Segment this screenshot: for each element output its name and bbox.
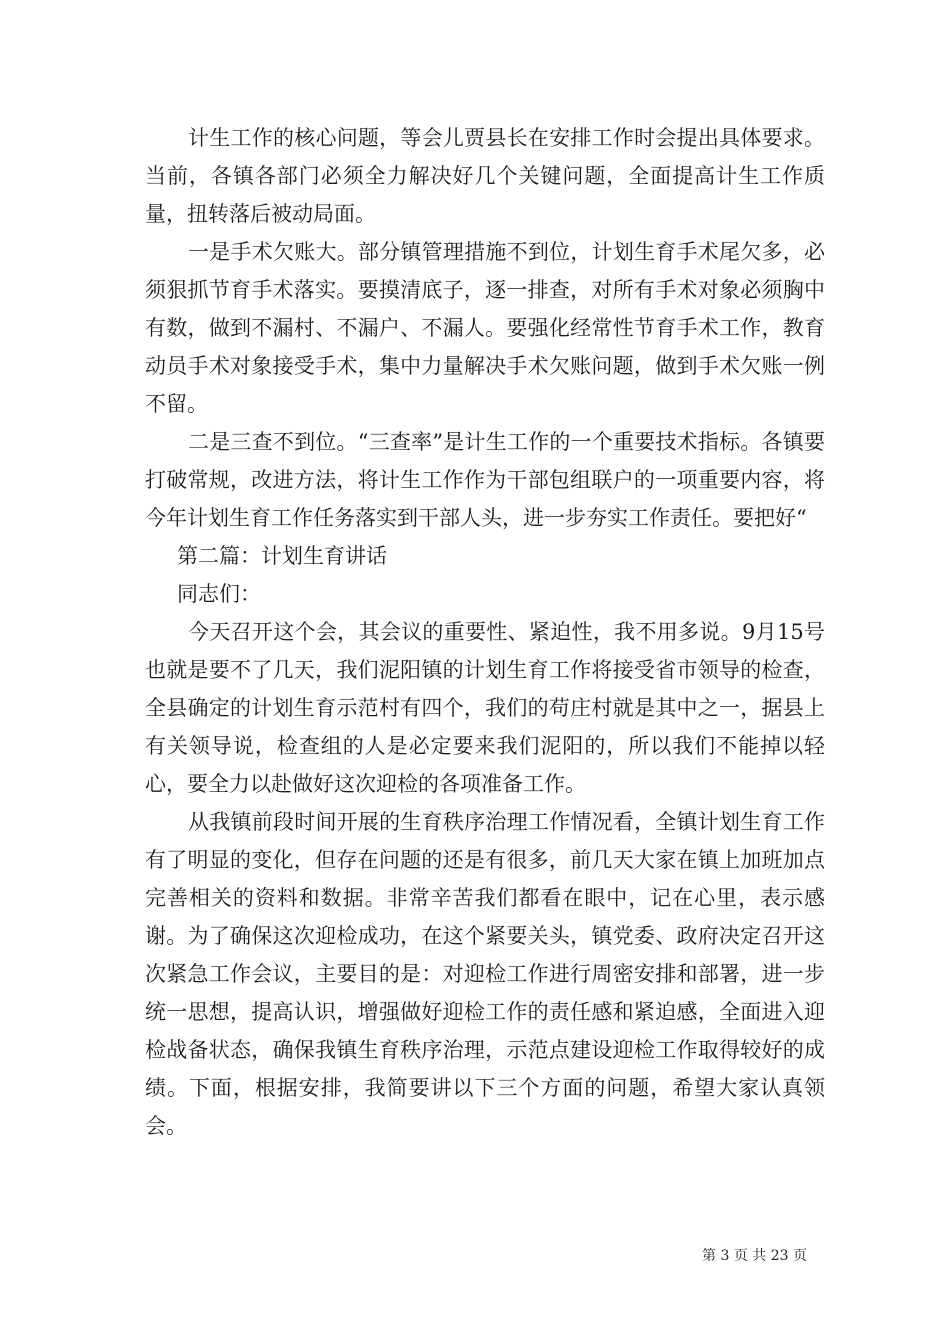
- paragraph-three-checks: 二是三查不到位。“三查率”是计生工作的一个重要技术指标。各镇要打破常规，改进方法，将计生工作作为干部包组联户的一项重要内容，将今年计划生育工作任务落实到干部人头，进一步夯实工作责任。要把好“: [145, 430, 825, 530]
- section-heading: 第二篇：计划生育讲话: [177, 544, 387, 568]
- paragraph-work-review: 从我镇前段时间开展的生育秩序治理工作情况看，全镇计划生育工作有了明显的变化，但存在问题的还是有很多，前几天大家在镇上加班加点完善相关的资料和数据。非常辛苦我们都看在眼中，记在心里，表示感谢。为了确保这次迎检成功，在这个紧要关头，镇党委、政府决定召开这次紧急工作会议，主要目的是：对迎检工作进行周密安排和部署，进一步统一思想，提高认识，增强做好迎检工作的责任感和紧迫感，全面进入迎检战备状态，确保我镇生育秩序治理，示范点建设迎检工作取得较好的成绩。下面，根据安排，我简要讲以下三个方面的问题，希望大家认真领会。: [145, 810, 825, 1138]
- page-number-footer: [702, 1245, 807, 1265]
- document-body: [145, 119, 825, 1145]
- paragraph-surgery-backlog: 一是手术欠账大。部分镇管理措施不到位，计划生育手术尾欠多，必须狠抓节育手术落实。要摸清底子，逐一排查，对所有手术对象必须胸中有数，做到不漏村、不漏户、不漏人。要强化经常性节育手术工作，教育动员手术对象接受手术，集中力量解决手术欠账问题，做到手术欠账一例不留。: [145, 240, 825, 416]
- paragraph-core-issues: 计生工作的核心问题，等会儿贾县长在安排工作时会提出具体要求。当前，各镇各部门必须全力解决好几个关键问题，全面提高计生工作质量，扭转落后被动局面。: [145, 126, 825, 226]
- page-number-label: 第 3 页 共 23 页: [702, 1248, 807, 1264]
- salutation: 同志们：: [177, 582, 261, 606]
- paragraph-meeting-intro: 今天召开这个会，其会议的重要性、紧迫性，我不用多说。9月15号也就是要不了几天，我们泥阳镇的计划生育工作将接受省市领导的检查，全县确定的计划生育示范村有四个，我们的苟庄村就是其中之一，据县上有关领导说，检查组的人是必定要来我们泥阳的，所以我们不能掉以轻心，要全力以赴做好这次迎检的各项准备工作。: [145, 620, 825, 796]
